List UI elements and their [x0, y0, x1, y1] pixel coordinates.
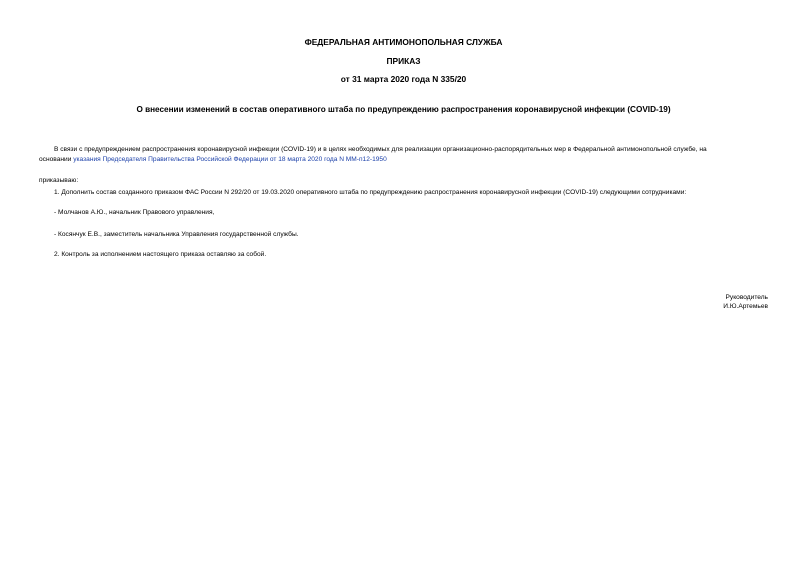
document-date-number: от 31 марта 2020 года N 335/20 — [340, 74, 467, 84]
intro-prefix: основании — [39, 156, 74, 163]
signature-role: Руководитель — [725, 294, 768, 301]
staff-member-2: - Косянчук Е.В., заместитель начальника Управления государственной службы. — [54, 231, 299, 238]
intro-paragraph-line1: В связи с предупреждением распространения коронавирусной инфекции (COVID-19) и в целях необходимых для реализации организационно-распорядительных мер в Федеральной антимонопольной службе, на — [54, 146, 707, 153]
intro-paragraph-line2 — [39, 155, 387, 164]
staff-member-1: - Молчанов А.Ю., начальник Правового управления, — [54, 209, 215, 216]
order-word: приказываю: — [39, 177, 79, 184]
signature-name: И.Ю.Артемьев — [723, 303, 768, 310]
document-type: ПРИКАЗ — [386, 56, 421, 66]
order-item-2: 2. Контроль за исполнением настоящего приказа оставляю за собой. — [54, 251, 267, 258]
agency-title: ФЕДЕРАЛЬНАЯ АНТИМОНОПОЛЬНАЯ СЛУЖБА — [304, 37, 503, 47]
document-subject: О внесении изменений в состав оперативного штаба по предупреждению распространения коронавирусной инфекции (COVID-19) — [136, 105, 671, 114]
legal-reference-link[interactable]: указания Председателя Правительства Российской Федерации от 18 марта 2020 года N ММ-п12-1950 — [73, 156, 387, 163]
order-item-1: 1. Дополнить состав созданного приказом ФАС России N 292/20 от 19.03.2020 оперативного штаба по предупреждению распространения коронавирусной инфекции (COVID-19) следующими сотрудниками: — [54, 189, 687, 196]
